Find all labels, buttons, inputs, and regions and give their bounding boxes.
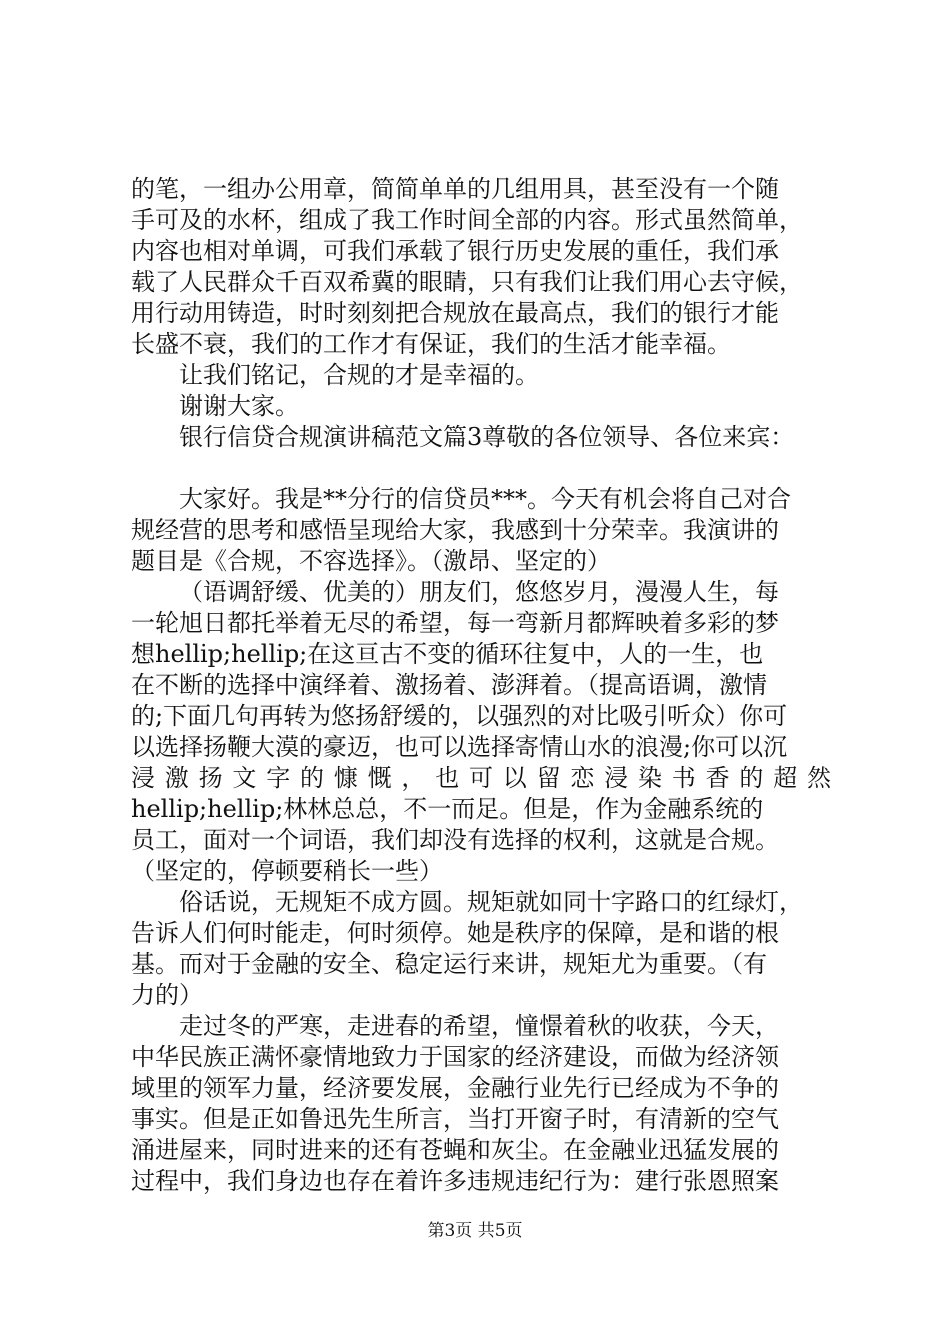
text-line: 的笔，一组办公用章，简简单单的几组用具，甚至没有一个随 [131, 175, 779, 203]
text-line: 规经营的思考和感悟呈现给大家，我感到十分荣幸。我演讲的 [131, 516, 779, 544]
text-line: 事实。但是正如鲁迅先生所言，当打开窗子时，有清新的空气 [131, 1105, 779, 1133]
text-line: 涌进屋来，同时进来的还有苍蝇和灰尘。在金融业迅猛发展的 [131, 1136, 779, 1164]
page-number-footer: 第3页 共5页 [427, 1221, 523, 1241]
text-line: 想hellip;hellip;在这亘古不变的循环往复中，人的一生，也 [131, 640, 764, 668]
text-line: 走过冬的严寒，走进春的希望，憧憬着秋的收获，今天， [179, 1012, 779, 1040]
text-line: 域里的领军力量，经济要发展，金融行业先行已经成为不争的 [131, 1074, 779, 1102]
text-line: 让我们铭记，合规的才是幸福的。 [179, 361, 539, 389]
text-line: 谢谢大家。 [179, 392, 299, 420]
text-line: hellip;hellip;林林总总，不一而足。但是，作为金融系统的 [131, 795, 764, 823]
text-line: 在不断的选择中演绎着、激扬着、澎湃着。（提高语调，激情 [131, 671, 767, 699]
text-line: 告诉人们何时能走，何时须停。她是秩序的保障，是和谐的根 [131, 919, 779, 947]
text-line: 一轮旭日都托举着无尽的希望，每一弯新月都辉映着多彩的梦 [131, 609, 779, 637]
text-line: 载了人民群众千百双希冀的眼睛，只有我们让我们用心去守候， [131, 268, 803, 296]
text-line: 大家好。我是**分行的信贷员***。今天有机会将自己对合 [179, 485, 791, 513]
text-line: 以选择扬鞭大漠的豪迈，也可以选择寄情山水的浪漫;你可以沉 [131, 733, 788, 761]
text-line: 手可及的水杯，组成了我工作时间全部的内容。形式虽然简单， [131, 206, 803, 234]
text-line: 内容也相对单调，可我们承载了银行历史发展的重任，我们承 [131, 237, 779, 265]
text-line: 浸激扬文字的慷慨，也可以留恋浸染书香的超然 [131, 764, 831, 792]
text-line: 员工，面对一个词语，我们却没有选择的权利，这就是合规。 [131, 826, 779, 854]
text-line: 过程中，我们身边也存在着许多违规违纪行为：建行张恩照案 [131, 1167, 779, 1195]
text-line: 长盛不衰，我们的工作才有保证，我们的生活才能幸福。 [131, 330, 731, 358]
section-heading: 银行信贷合规演讲稿范文篇3尊敬的各位领导、各位来宾： [179, 423, 795, 451]
text-line: （语调舒缓、优美的）朋友们，悠悠岁月，漫漫人生，每 [179, 578, 779, 606]
text-line: 中华民族正满怀豪情地致力于国家的经济建设，而做为经济领 [131, 1043, 779, 1071]
text-line: 力的） [131, 981, 203, 1009]
text-line: 题目是《合规，不容选择》。（激昂、坚定的） [131, 547, 611, 575]
text-line: （坚定的，停顿要稍长一些） [131, 857, 443, 885]
text-line: 基。而对于金融的安全、稳定运行来讲，规矩尤为重要。（有 [131, 950, 767, 978]
text-line: 用行动用铸造，时时刻刻把合规放在最高点，我们的银行才能 [131, 299, 779, 327]
document-body [131, 174, 831, 1197]
text-line: 的;下面几句再转为悠扬舒缓的，以强烈的对比吸引听众）你可 [131, 702, 788, 730]
text-line: 俗话说，无规矩不成方圆。规矩就如同十字路口的红绿灯， [179, 888, 803, 916]
